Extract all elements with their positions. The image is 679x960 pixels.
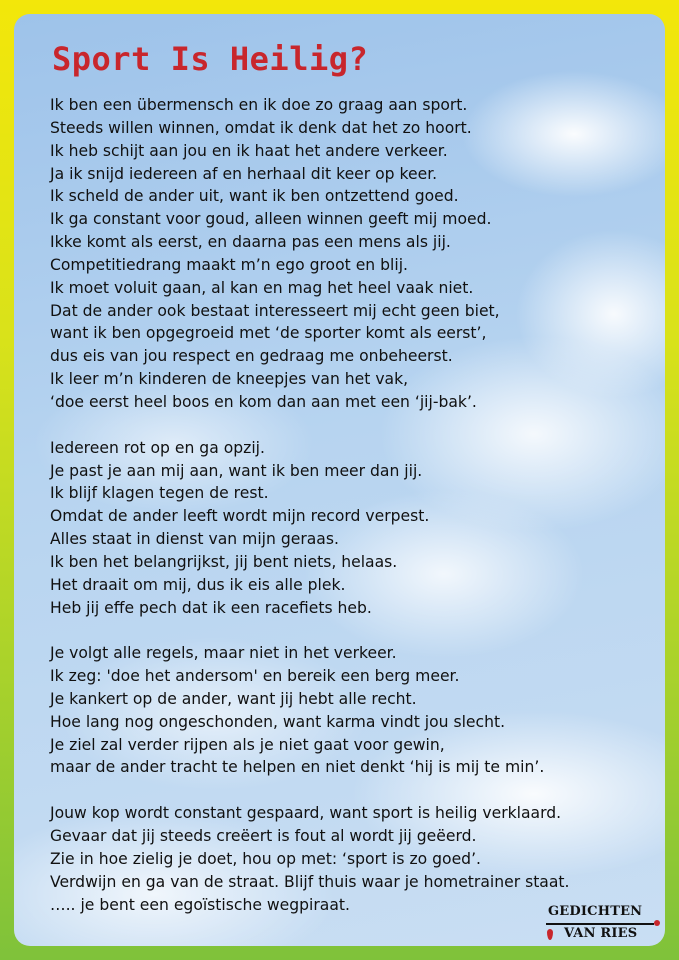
poem-line: Je ziel zal verder rijpen als je niet gaat voor gewin, (50, 735, 445, 754)
poem-line: Hoe lang nog ongeschonden, want karma vindt jou slecht. (50, 712, 506, 731)
poem-line: Ik ben het belangrijkst, jij bent niets, helaas. (50, 552, 398, 571)
poem-line: Jouw kop wordt constant gespaard, want sport is heilig verklaard. (50, 804, 562, 823)
poem-line: Ik leer m’n kinderen de kneepjes van het vak, (50, 370, 409, 389)
poem-line: Heb jij effe pech dat ik een racefiets heb. (50, 598, 372, 617)
poem-line: ….. je bent een egoïstische wegpiraat. (50, 895, 350, 914)
poem-line: ‘doe eerst heel boos en kom dan aan met een ‘jij-bak’. (50, 392, 477, 411)
poem-card (14, 14, 665, 946)
poem-line: Ikke komt als eerst, en daarna pas een mens als jij. (50, 233, 451, 252)
poem-line: Competitiedrang maakt m’n ego groot en blij. (50, 255, 408, 274)
poem-line: Zie in hoe zielig je doet, hou op met: ‘sport is zo goed’. (50, 849, 481, 868)
red-drop-icon (547, 929, 553, 940)
poem-line: dus eis van jou respect en gedraag me onbeheerst. (50, 347, 453, 366)
poem-body (50, 94, 650, 916)
poem-line: Je volgt alle regels, maar niet in het verkeer. (50, 644, 397, 663)
logo-line-1: GEDICHTEN (548, 904, 643, 919)
poem-line: Ik ben een übermensch en ik doe zo graag aan sport. (50, 96, 468, 114)
poem-line: Je past je aan mij aan, want ik ben meer dan jij. (50, 461, 423, 480)
poem-line: Ik scheld de ander uit, want ik ben ontzettend goed. (50, 187, 459, 206)
logo-divider (546, 923, 654, 925)
poem-line: Je kankert op de ander, want jij hebt alle recht. (50, 689, 417, 708)
poem-title: Sport Is Heilig? (52, 40, 369, 78)
stanza-3 (50, 642, 650, 779)
poem-line: want ik ben opgegroeid met ‘de sporter komt als eerst’, (50, 324, 487, 343)
logo-line-2: VAN RIES (564, 926, 638, 941)
poem-line: Ik moet voluit gaan, al kan en mag het heel vaak niet. (50, 278, 474, 297)
poem-line: Verdwijn en ga van de straat. Blijf thuis waar je hometrainer staat. (50, 872, 570, 891)
poem-line: Ik blijf klagen tegen de rest. (50, 484, 269, 503)
stanza-1 (50, 94, 650, 414)
poem-line: Het draait om mij, dus ik eis alle plek. (50, 575, 346, 594)
poem-line: Ik zeg: 'doe het andersom' en bereik een berg meer. (50, 667, 460, 686)
poem-line: Steeds willen winnen, omdat ik denk dat het zo hoort. (50, 118, 472, 137)
poem-line: Ja ik snijd iedereen af en herhaal dit keer op keer. (50, 164, 438, 183)
red-dot-icon (654, 920, 660, 926)
poem-line: Omdat de ander leeft wordt mijn record verpest. (50, 507, 430, 526)
poem-line: maar de ander tracht te helpen en niet denkt ‘hij is mij te min’. (50, 758, 545, 777)
poem-line: Ik heb schijt aan jou en ik haat het andere verkeer. (50, 141, 448, 160)
poem-line: Iedereen rot op en ga opzij. (50, 438, 265, 457)
poem-line: Ik ga constant voor goud, alleen winnen geeft mij moed. (50, 210, 492, 229)
poem-line: Alles staat in dienst van mijn geraas. (50, 530, 339, 549)
poem-line: Dat de ander ook bestaat interesseert mij echt geen biet, (50, 301, 500, 320)
gedichten-van-ries-logo (544, 904, 664, 946)
stanza-2 (50, 437, 650, 620)
poem-line: Gevaar dat jij steeds creëert is fout al wordt jij geëerd. (50, 827, 477, 845)
stanza-4 (50, 802, 650, 916)
